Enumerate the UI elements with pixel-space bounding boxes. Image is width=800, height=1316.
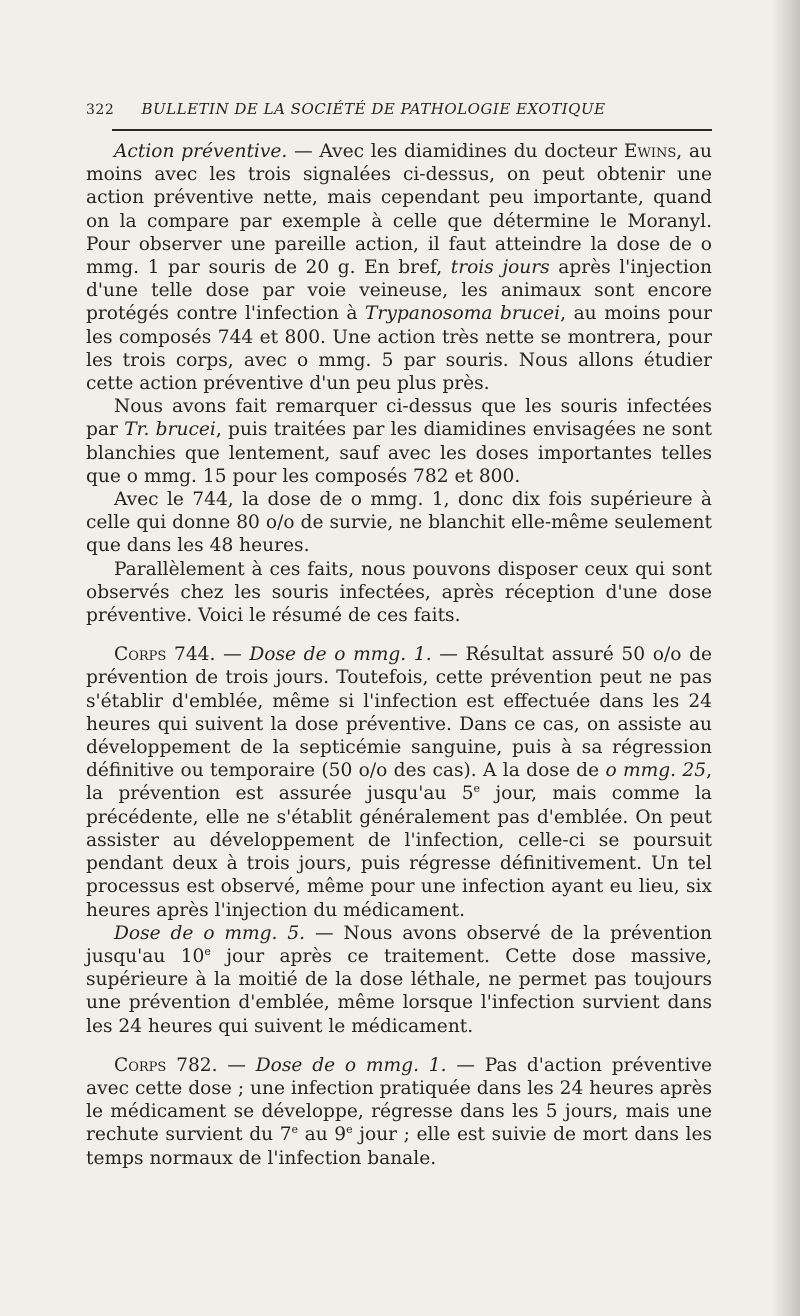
species-name: Tr. brucei xyxy=(124,419,216,441)
running-header xyxy=(86,100,712,118)
author-name: Ewins xyxy=(623,141,677,162)
section-lead: Action préventive. xyxy=(114,141,288,162)
paragraph-dose-05: Dose de o mmg. 5. — Nous avons observé de la prévention jusqu'au 10e jour après ce traitement. Cette dose massive, supérieure à la moitié de la dose léthale, ne permet pas toujours une prévention d'emblée, même lorsque l'infection survient dans les 24 heures qui suivent le médicament. xyxy=(86,922,713,1037)
header-rule xyxy=(112,129,712,131)
page-edge-shadow xyxy=(772,0,800,1316)
paragraph-souris-infectees: Nous avons fait remarquer ci-dessus que les souris infectées par Tr. brucei, puis traitées par les diamidines envisagées ne sont blanchies que lentement, sauf avec les doses importantes telles que o mmg. 15 pour les composés 782 et 800. xyxy=(86,396,712,487)
paragraph-avec-le-744: Avec le 744, la dose de o mmg. 1, donc dix fois supérieure à celle qui donne 80 o/o de survie, ne blanchit elle-même seulement que dans les 48 heures. xyxy=(86,489,712,557)
species-name: Trypanosoma brucei xyxy=(365,303,561,325)
journal-title: BULLETIN DE LA SOCIÉTÉ DE PATHOLOGIE EXOTIQUE xyxy=(141,100,606,118)
article-body xyxy=(86,140,712,1170)
paragraph-corps-782: Corps 782. — Dose de o mmg. 1. — Pas d'action préventive avec cette dose ; une infection pratiquée dans les 24 heures après le médicament se développe, régresse dans les 5 jours, mais une rechute survient du 7e au 9e jour ; elle est suivie de mort dans les temps normaux de l'infection banale. xyxy=(86,1054,712,1169)
paragraph-action-preventive: Action préventive. — Avec les diamidines du docteur Ewins, au moins avec les trois signalées ci-dessus, on peut obtenir une action préventive nette, mais cependant peu importante, quand on la compare par exemple à celle que détermine le Moranyl. Pour observer une pareille action, il faut atteindre la dose de o mmg. 1 par souris de 20 g. En bref, trois jours après l'injection d'une telle dose par voie veineuse, les animaux sont encore protégés contre l'infection à Trypanosoma brucei, au moins pour les composés 744 et 800. Une action très nette se montrera, pour les trois corps, avec o mmg. 5 par souris. Nous allons étudier cette action préventive d'un peu plus près. xyxy=(86,141,713,395)
paragraph-parallelement: Parallèlement à ces faits, nous pouvons disposer ceux qui sont observés chez les souris infectées, après réception d'une dose préventive. Voici le résumé de ces faits. xyxy=(86,558,712,627)
page-number: 322 xyxy=(86,102,115,118)
paragraph-corps-744: Corps 744. — Dose de o mmg. 1. — Résultat assuré 50 o/o de prévention de trois jours. Toutefois, cette prévention peut ne pas s'établir d'emblée, même si l'infection est effectuée dans les 24 heures qui suivent la dose préventive. Dans ce cas, on assiste au développement de la septicémie sanguine, puis à sa régression définitive ou temporaire (50 o/o des cas). A la dose de o mmg. 25, la prévention est assurée jusqu'au 5e jour, mais comme la précédente, elle ne s'établit généralement pas d'emblée. On peut assister au développement de l'infection, celle-ci se poursuit pendant deux à trois jours, puis régresse définitivement. Un tel processus est observé, même pour une infection ayant eu lieu, six heures après l'injection du médicament. xyxy=(86,644,712,921)
